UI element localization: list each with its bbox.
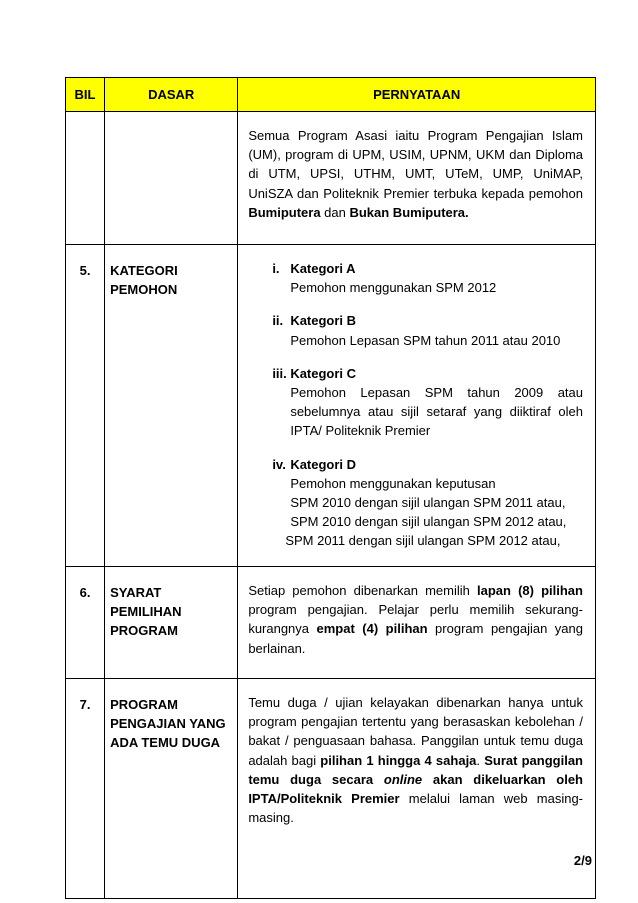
row6-text: Setiap pemohon dibenarkan memilih <box>248 583 477 598</box>
category-title: Kategori B <box>290 313 357 329</box>
bil-cell: 5. <box>66 245 105 567</box>
dasar-line: PROGRAM <box>110 697 178 712</box>
policy-table <box>65 77 596 899</box>
bil-cell: 6. <box>66 567 105 679</box>
row7-text: . <box>476 752 485 768</box>
category-number: iv. <box>272 456 286 472</box>
table-row <box>66 567 596 679</box>
bil-cell: 7. <box>66 679 105 899</box>
pernyataan-cell <box>238 245 596 567</box>
dasar-cell <box>105 245 238 567</box>
category-number: iii. <box>272 365 287 381</box>
category-item <box>248 364 583 441</box>
table-row <box>66 245 596 567</box>
row7-bold: Surat panggilan temu duga secara <box>248 752 583 787</box>
category-body-line: SPM 2011 dengan sijil ulangan SPM 2012 atau, <box>285 533 561 549</box>
page-number: 2/9 <box>573 853 592 868</box>
category-title: Kategori C <box>290 365 357 381</box>
dasar-line: KATEGORI <box>110 263 178 278</box>
dasar-cell <box>105 679 238 899</box>
row7-paragraph <box>248 693 583 827</box>
dasar-line: PEMILIHAN <box>110 604 182 620</box>
pernyataan-cell <box>238 567 596 679</box>
dasar-cell <box>105 567 238 679</box>
dasar-line: SYARAT <box>110 585 162 600</box>
intro-bold-bumiputera: Bumiputera <box>248 204 321 220</box>
intro-bold-bukan-bumiputera: Bukan Bumiputera. <box>349 204 469 220</box>
table-header-row <box>66 78 596 112</box>
category-number: i. <box>272 261 280 276</box>
row6-bold: empat (4) pilihan <box>316 621 428 637</box>
category-body-line: SPM 2010 dengan sijil ulangan SPM 2012 atau, <box>290 514 567 530</box>
intro-paragraph <box>248 126 583 222</box>
category-item <box>248 455 583 551</box>
row7-text: Temu duga / ujian kelayakan dibenarkan hanya untuk program pengajian tertentu yang berasaskan kebolehan / bakat / penguasaan bahasa. Panggilan untuk temu duga adalah bagi <box>248 695 583 768</box>
category-item <box>248 259 583 297</box>
intro-text: Semua Program Asasi iaitu Program Pengajian Islam (UM), program di UPM, USIM, UPNM, UKM dan Diploma di UTM, UPSI, UTHM, UMT, UTeM, UMP, UniMAP, UniSZA dan Politeknik Premier terbuka kepada pemohon <box>248 128 583 201</box>
header-bil: BIL <box>66 78 105 112</box>
dasar-cell <box>105 112 238 245</box>
dasar-line: PEMOHON <box>110 282 178 298</box>
row6-text: program pengajian yang berlainan. <box>248 621 583 656</box>
category-body-line: SPM 2010 dengan sijil ulangan SPM 2011 atau, <box>290 495 566 511</box>
row6-paragraph <box>248 581 583 658</box>
category-body: Pemohon Lepasan SPM tahun 2009 atau sebelumnya atau sijil setaraf yang diiktiraf oleh IPTA/ Politeknik Premier <box>290 385 583 439</box>
header-pernyataan: PERNYATAAN <box>238 78 596 112</box>
pernyataan-cell <box>238 679 596 899</box>
intro-text: dan <box>320 204 350 220</box>
row6-bold: lapan (8) pilihan <box>477 583 583 598</box>
category-title: Kategori D <box>290 456 357 472</box>
category-body-line: Pemohon menggunakan keputusan <box>290 475 496 491</box>
row7-text: melalui laman web masing-masing. <box>248 791 584 826</box>
table-row <box>66 112 596 245</box>
category-body: Pemohon Lepasan SPM tahun 2011 atau 2010 <box>290 332 561 348</box>
dasar-line: PENGAJIAN YANG <box>110 716 226 732</box>
header-dasar: DASAR <box>105 78 238 112</box>
row7-bold: pilihan 1 hingga 4 sahaja <box>320 752 477 768</box>
category-number: ii. <box>272 313 284 329</box>
category-item <box>248 311 583 349</box>
pernyataan-cell <box>238 112 596 245</box>
category-body: Pemohon menggunakan SPM 2012 <box>290 280 497 296</box>
bil-cell <box>66 112 105 245</box>
dasar-line: ADA TEMU DUGA <box>110 735 221 751</box>
table-row <box>66 679 596 899</box>
row7-bold: akan dikeluarkan oleh IPTA/Politeknik Premier <box>248 771 583 807</box>
dasar-line: PROGRAM <box>110 623 178 639</box>
row6-text: program pengajian. Pelajar perlu memilih sekurang-kurangnya <box>248 602 583 637</box>
category-title: Kategori A <box>290 261 356 276</box>
row7-bold-italic: online <box>383 771 423 787</box>
